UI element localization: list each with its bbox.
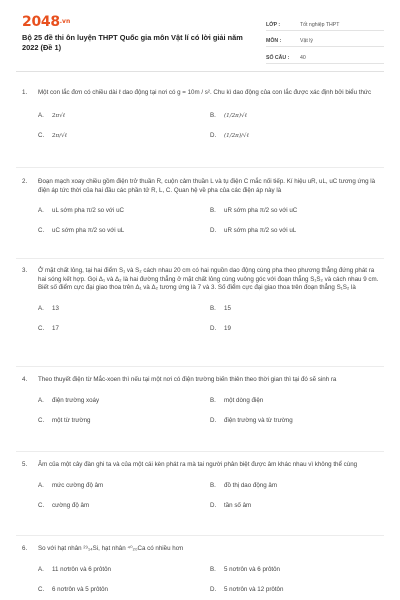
question-number: 6. <box>22 545 28 552</box>
meta-value: Vật lý <box>300 38 313 44</box>
option-letter: A. <box>38 304 44 312</box>
meta-key: SỐ CÂU : <box>266 54 290 61</box>
option-c[interactable] <box>38 502 210 510</box>
question-divider <box>16 258 384 259</box>
question-2 <box>22 178 382 235</box>
meta-value: 40 <box>300 54 306 61</box>
option-letter: A. <box>38 565 44 573</box>
option-c[interactable] <box>38 417 210 425</box>
question-divider <box>16 167 384 168</box>
option-a[interactable] <box>38 482 210 490</box>
option-letter: D. <box>210 324 217 332</box>
option-letter: C. <box>38 131 45 139</box>
option-text: 13 <box>52 304 59 312</box>
exam-title: Bộ 25 đề thi ôn luyện THPT Quốc gia môn Vật lí có lời giải năm 2022 (Đề 1) <box>22 33 243 52</box>
option-a[interactable] <box>38 397 210 405</box>
option-letter: A. <box>38 481 44 489</box>
question-text: Âm của một cây đàn ghi ta và của một cái kèn phát ra mà tai người phân biệt được âm khác nhau vì không thể cùng <box>38 461 358 468</box>
option-b[interactable] <box>210 482 382 490</box>
logo-main: 2048 <box>22 14 60 30</box>
question-6 <box>22 545 382 594</box>
option-letter: B. <box>210 111 216 119</box>
question-text: Ở mặt chất lỏng, tại hai điểm S₁ và S₂ cách nhau 20 cm có hai nguồn dao động cùng pha theo phương thẳng đứng phát ra hai sóng kết hợp. Gọi Δ₁ và Δ₂ là hai đường thẳng ở mặt chất lỏng cùng vuông góc với đoạn thẳng S₁S₂ và cách nhau 9 cm. Biết số điểm cực đại giao thoa trên Δ₁ và Δ₂ tương ứng là 7 và 3. Số điểm cực đại giao thoa trên đoạn thẳng S₁S₂ là <box>38 267 379 292</box>
option-d[interactable] <box>210 417 382 425</box>
question-text: Theo thuyết điện từ Mắc-xoen thì nếu tại một nơi có điện trường biến thiên theo thời gian thì tại đó sẽ sinh ra <box>38 376 337 383</box>
question-number: 3. <box>22 267 28 274</box>
question-text: Đoạn mạch xoay chiều gồm điện trở thuần R, cuộn cảm thuần L và tụ điện C mắc nối tiếp. Kí hiệu uR, uL, uC tương ứng là điện áp tức thời của hai đầu các phần tử R, L, C. Quan hệ về pha của các điện áp này là <box>38 178 376 194</box>
option-c[interactable] <box>38 227 210 235</box>
option-letter: D. <box>210 131 217 139</box>
option-a[interactable] <box>38 566 210 574</box>
logo-suffix: .vn <box>59 18 71 25</box>
option-text: (1/2π)/√ℓ <box>224 132 249 139</box>
option-text: điện trường và từ trường <box>224 416 293 424</box>
meta-subject <box>266 31 384 48</box>
option-letter: B. <box>210 565 216 573</box>
question-text: So với hạt nhân ²⁹₁₄Si, hạt nhân ⁴⁰₂₀Ca có nhiều hơn <box>38 545 184 552</box>
option-letter: D. <box>210 585 217 593</box>
meta-class <box>266 14 384 31</box>
question-5 <box>22 461 382 510</box>
question-number: 4. <box>22 376 28 383</box>
option-letter: B. <box>210 304 216 312</box>
option-b[interactable] <box>210 112 382 120</box>
option-letter: C. <box>38 324 45 332</box>
question-text: Một con lắc đơn có chiều dài ℓ dao động tại nơi có g = 10m / s². Chu kì dao động của con lắc được xác định bởi biểu thức <box>38 89 372 96</box>
option-d[interactable] <box>210 227 382 235</box>
option-letter: B. <box>210 481 216 489</box>
option-text: cường độ âm <box>52 501 90 509</box>
page-header <box>22 14 384 64</box>
option-text: uR sớm pha π/2 so với uC <box>224 207 298 215</box>
option-d[interactable] <box>210 586 382 594</box>
question-divider <box>16 451 384 452</box>
option-a[interactable] <box>38 112 210 120</box>
site-logo[interactable] <box>22 14 250 30</box>
option-text: (1/2π)√ℓ <box>224 112 247 119</box>
option-b[interactable] <box>210 207 382 215</box>
option-b[interactable] <box>210 397 382 405</box>
exam-meta <box>266 14 384 64</box>
question-1 <box>22 89 382 140</box>
meta-key: LỚP : <box>266 21 281 28</box>
option-a[interactable] <box>38 305 210 313</box>
option-text: mức cường độ âm <box>52 481 104 489</box>
option-letter: D. <box>210 501 217 509</box>
option-text: uR sớm pha π/2 so với uL <box>224 227 297 235</box>
meta-key: MÔN : <box>266 38 282 44</box>
option-d[interactable] <box>210 132 382 140</box>
question-number: 2. <box>22 178 28 185</box>
option-text: một dòng điện <box>224 396 264 404</box>
question-number: 5. <box>22 461 28 468</box>
option-letter: C. <box>38 501 45 509</box>
option-d[interactable] <box>210 325 382 333</box>
option-text: 5 nơtrôn và 6 prôtôn <box>224 565 280 573</box>
question-number: 1. <box>22 89 28 96</box>
option-text: 5 nơtrôn và 12 prôtôn <box>224 585 284 593</box>
option-text: uL sớm pha π/2 so với uC <box>52 207 124 215</box>
question-3 <box>22 267 382 333</box>
option-text: 6 nơtrôn và 5 prôtôn <box>52 585 108 593</box>
option-c[interactable] <box>38 132 210 140</box>
option-letter: A. <box>38 207 44 215</box>
option-letter: D. <box>210 227 217 235</box>
option-text: 17 <box>52 324 59 332</box>
option-c[interactable] <box>38 586 210 594</box>
option-a[interactable] <box>38 207 210 215</box>
option-text: điện trường xoáy <box>52 396 100 404</box>
option-text: 11 nơtrôn và 6 prôtôn <box>52 565 111 573</box>
option-text: tần số âm <box>224 501 252 509</box>
option-letter: D. <box>210 416 217 424</box>
option-letter: A. <box>38 111 44 119</box>
option-text: 2π√ℓ <box>52 112 66 119</box>
header-left <box>22 14 250 64</box>
question-4 <box>22 376 382 425</box>
option-text: 19 <box>224 324 231 332</box>
question-divider <box>16 535 384 536</box>
option-text: 15 <box>224 304 231 312</box>
option-c[interactable] <box>38 325 210 333</box>
option-letter: C. <box>38 585 45 593</box>
option-letter: B. <box>210 207 216 215</box>
option-d[interactable] <box>210 502 382 510</box>
option-letter: C. <box>38 227 45 235</box>
option-text: đồ thị dao động âm <box>224 481 277 489</box>
option-letter: B. <box>210 396 216 404</box>
meta-value: Tốt nghiệp THPT <box>300 21 340 28</box>
option-text: uC sớm pha π/2 so với uL <box>52 227 125 235</box>
meta-count <box>266 47 384 64</box>
option-text: 2π/√ℓ <box>52 132 68 139</box>
option-letter: C. <box>38 416 45 424</box>
option-letter: A. <box>38 396 44 404</box>
option-text: một từ trường <box>52 416 91 424</box>
option-b[interactable] <box>210 566 382 574</box>
header-divider <box>16 71 384 72</box>
question-divider <box>16 366 384 367</box>
option-b[interactable] <box>210 305 382 313</box>
